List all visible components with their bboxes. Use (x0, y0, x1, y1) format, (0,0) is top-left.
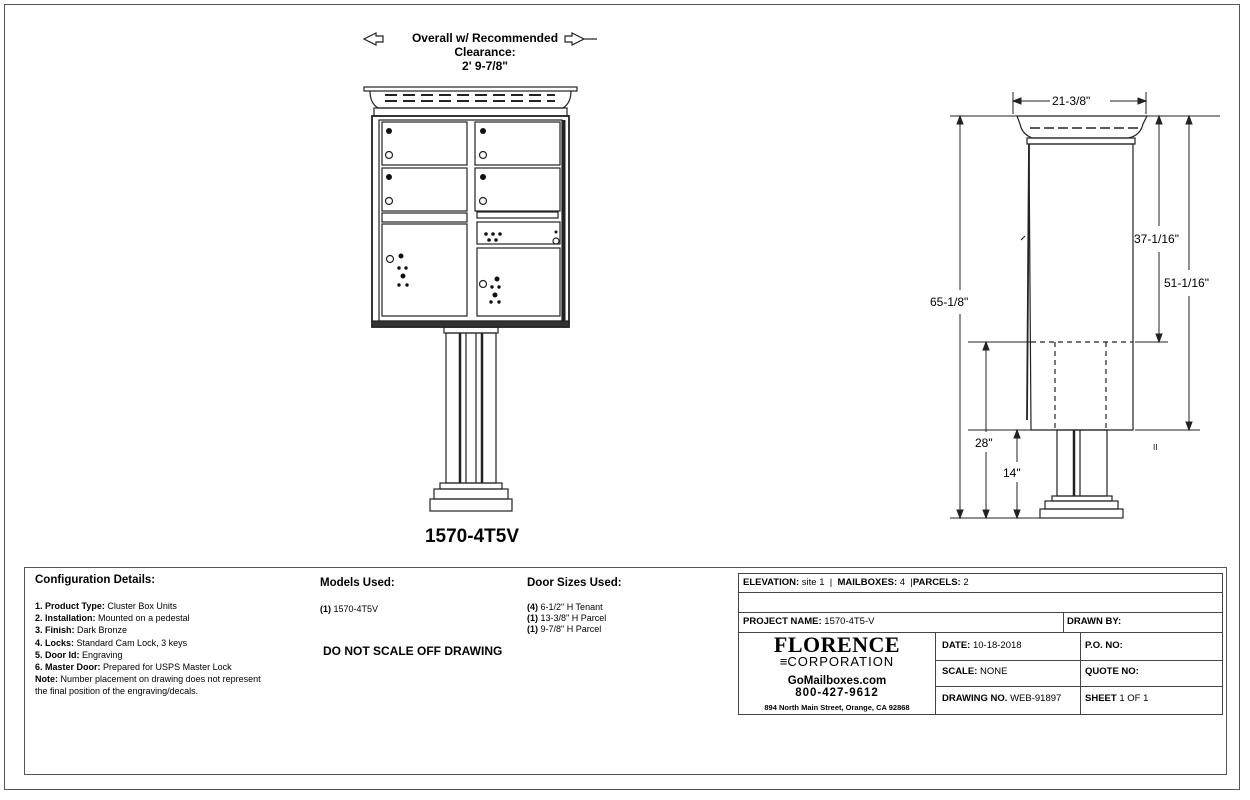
models-heading: Models Used: (320, 577, 395, 589)
dim-height-14: 14" (1003, 466, 1021, 480)
door-sizes-list (527, 602, 606, 635)
tenant-door-2 (382, 168, 467, 211)
scale-cell: SCALE: NONE (942, 666, 1008, 677)
door-sizes-heading: Door Sizes Used: (527, 577, 622, 589)
tenant-door-4 (475, 168, 560, 211)
parcel-door-1 (382, 224, 467, 316)
quote-cell: QUOTE NO: (1085, 666, 1139, 677)
dim-height-a: 37-1/16" (1134, 232, 1179, 246)
door-size-item: (1) 13-3/8" H Parcel (527, 613, 607, 623)
elevation-row: ELEVATION: site 1 | MAILBOXES: 4 |PARCELS: 2 (743, 577, 969, 588)
dimension-lines (950, 92, 1220, 518)
dim-height-b: 51-1/16" (1164, 276, 1209, 290)
po-cell: P.O. NO: (1085, 640, 1123, 651)
model-item: (1) 1570-4T5V (320, 604, 379, 614)
company-contact (739, 675, 935, 699)
sheet-cell: SHEET 1 OF 1 (1085, 693, 1149, 704)
company-website: GoMailboxes.com (787, 675, 887, 687)
dim-height-28: 28" (975, 436, 993, 450)
project-name: PROJECT NAME: 1570-4T5-V (743, 616, 875, 627)
drawn-by: DRAWN BY: (1067, 616, 1122, 627)
company-address: 894 North Main Street, Orange, CA 92868 (764, 703, 910, 712)
config-note-cont: the final position of the engraving/decals. (35, 686, 199, 697)
config-item: 3. Finish: Dark Bronze (35, 625, 128, 636)
front-cap (364, 87, 577, 116)
config-item: 4. Locks: Standard Cam Lock, 3 keys (35, 637, 188, 648)
config-item: 6. Master Door: Prepared for USPS Master Lock (35, 662, 232, 673)
config-item: 5. Door Id: Engraving (35, 649, 123, 660)
door-size-item: (4) 6-1/2" H Tenant (527, 602, 603, 612)
front-pedestal (430, 327, 512, 511)
config-item: 1. Product Type: Cluster Box Units (35, 601, 177, 611)
clearance-line-3: 2' 9-7/8" (462, 59, 508, 73)
clearance-line-2: Clearance: (454, 45, 516, 59)
model-number-title: 1570-4T5V (424, 526, 519, 547)
side-pedestal (1040, 430, 1123, 518)
config-list (35, 600, 261, 698)
company-logo (739, 632, 935, 669)
clearance-line-1: Overall w/ Recommended (411, 31, 559, 45)
clearance-label (380, 31, 590, 73)
company-address-wrap (739, 702, 935, 713)
tenant-door-1 (382, 122, 467, 165)
logo-name: FLORENCE (773, 632, 901, 657)
date-cell: DATE: 10-18-2018 (942, 640, 1022, 651)
parcel-door-2 (477, 248, 560, 316)
config-heading: Configuration Details: (35, 574, 156, 586)
config-item: 2. Installation: Mounted on a pedestal (35, 613, 190, 624)
dim-width: 21-3/8" (1052, 94, 1091, 108)
drawing-no-cell: DRAWING NO. WEB-91897 (942, 693, 1062, 704)
config-note: Note: Number placement on drawing does not represent (35, 674, 261, 685)
side-view-mark: II (1153, 443, 1158, 452)
side-cabinet (1021, 144, 1133, 430)
title-block-table (738, 573, 1223, 715)
logo-sub: CORPORATION (787, 654, 895, 669)
side-cap (1017, 116, 1147, 144)
tenant-door-3 (475, 122, 560, 165)
company-phone: 800-427-9612 (795, 687, 879, 699)
dim-height-total: 65-1/8" (930, 295, 969, 309)
menu-lines-icon: ≡ (779, 654, 788, 669)
do-not-scale-warning: DO NOT SCALE OFF DRAWING (323, 644, 503, 658)
door-size-item: (1) 9-7/8" H Parcel (527, 624, 602, 634)
